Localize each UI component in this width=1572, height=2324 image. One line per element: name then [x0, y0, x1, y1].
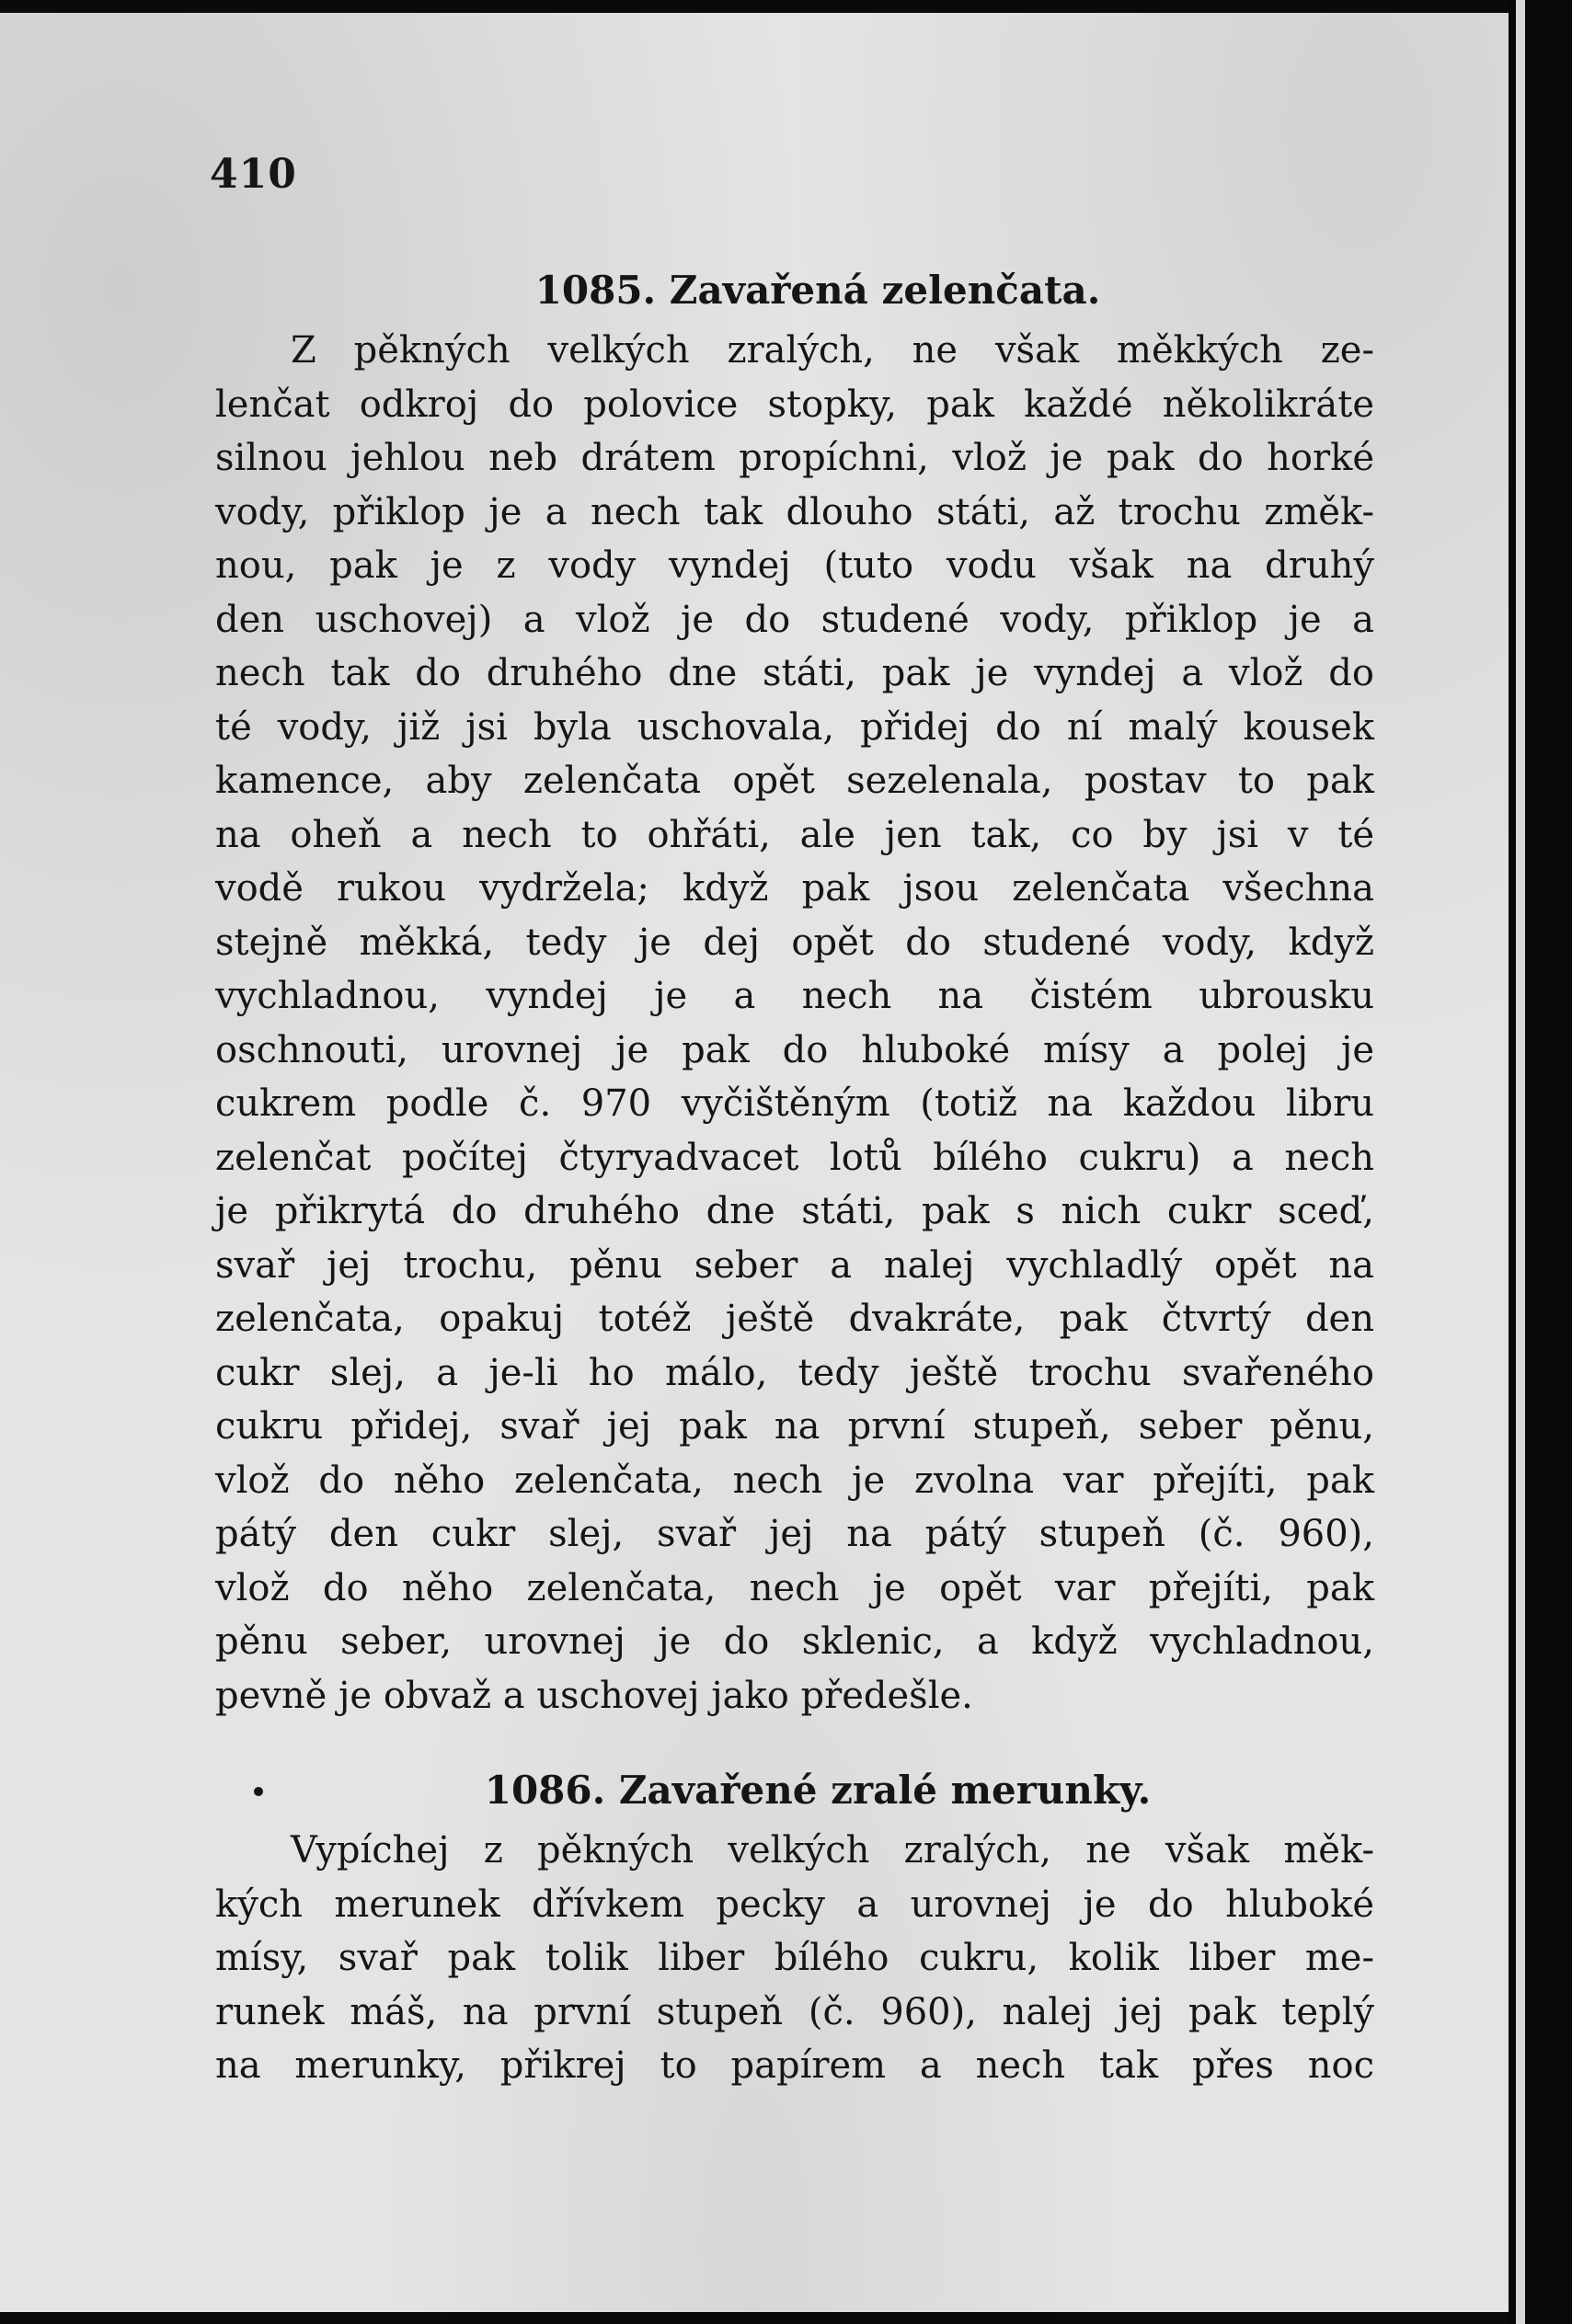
text-line: cukr slej, a je-li ho málo, tedy ještě trochu svařeného — [215, 1351, 1374, 1394]
text-line: nou, pak je z vody vyndej (tuto vodu však na druhý — [215, 544, 1374, 587]
text-line: zelenčat počítej čtyryadvacet lotů bílého cukru) a nech — [215, 1136, 1374, 1179]
text-line: mísy, svař pak tolik liber bílého cukru, kolik liber me- — [215, 1937, 1374, 1979]
scan-border — [1509, 0, 1572, 2324]
text-line: den uschovej) a vlož je do studené vody, přiklop je a — [215, 598, 1374, 641]
text-line: zelenčata, opakuj totéž ještě dvakráte, pak čtvrtý den — [215, 1298, 1374, 1340]
text-line: vychladnou, vyndej je a nech na čistém ubrousku — [215, 975, 1374, 1017]
book-page — [0, 13, 1509, 2312]
recipe-body-1086 — [215, 1824, 1374, 2093]
recipe-title-1086 — [215, 1761, 1374, 1820]
text-line: pěnu seber, urovnej je do sklenic, a když vychladnou, — [215, 1620, 1374, 1663]
text-line: té vody, již jsi byla uschovala, přidej do ní malý kousek — [215, 705, 1374, 749]
text-line: je přikrytá do druhého dne státi, pak s nich cukr sceď, — [215, 1190, 1374, 1232]
text-line: stejně měkká, tedy je dej opět do studené vody, když — [215, 921, 1374, 964]
page-number: 410 — [210, 151, 297, 198]
text-line: kých merunek dřívkem pecky a urovnej je do hluboké — [215, 1883, 1374, 1926]
text-line: cukru přidej, svař jej pak na první stupeň, seber pěnu, — [215, 1405, 1374, 1448]
text-line: vlož do něho zelenčata, nech je zvolna var přejíti, pak — [215, 1459, 1374, 1502]
text-line: vodě rukou vydržela; když pak jsou zelenčata všechna — [215, 867, 1374, 910]
text-line: nech tak do druhého dne státi, pak je vyndej a vlož do — [215, 652, 1374, 694]
text-line: lenčat odkroj do polovice stopky, pak každé několikráte — [215, 383, 1374, 426]
text-line: kamence, aby zelenčata opět sezelenala, postav to pak — [215, 760, 1374, 802]
recipe-title-1086-text: 1086. Zavařené zralé merunky. — [484, 1768, 1152, 1813]
text-line: Z pěkných velkých zralých, ne však měkkých ze- — [291, 329, 1374, 372]
text-line: cukrem podle č. 970 vyčištěným (totiž na každou libru — [215, 1082, 1374, 1125]
text-line: Vypíchej z pěkných velkých zralých, ne však měk- — [291, 1829, 1374, 1872]
text-line: na merunky, přikrej to papírem a nech tak přes noc — [215, 2044, 1374, 2087]
text-line: svař jej trochu, pěnu seber a nalej vychladlý opět na — [215, 1243, 1374, 1287]
text-line: pevně je obvaž a uschovej jako předešle. — [215, 1674, 973, 1717]
recipe-title-1085: 1085. Zavařená zelenčata. — [534, 268, 1101, 313]
adjacent-page-edge — [1516, 0, 1525, 2324]
text-line: oschnouti, urovnej je pak do hluboké mísy a polej je — [215, 1028, 1374, 1071]
text-line: pátý den cukr slej, svař jej na pátý stupeň (č. 960), — [215, 1513, 1374, 1555]
text-line: na oheň a nech to ohřáti, ale jen tak, co by jsi v té — [215, 813, 1374, 856]
text-line: vody, přiklop je a nech tak dlouho státi, až trochu změk- — [215, 490, 1374, 533]
page-text — [215, 261, 1374, 2093]
recipe-body-1085 — [215, 324, 1374, 1723]
text-line: vlož do něho zelenčata, nech je opět var přejíti, pak — [215, 1566, 1374, 1609]
bullet-dot — [254, 1787, 263, 1796]
text-line: silnou jehlou neb drátem propíchni, vlož je pak do horké — [215, 437, 1374, 479]
text-line: runek máš, na první stupeň (č. 960), nalej jej pak teplý — [215, 1990, 1374, 2033]
